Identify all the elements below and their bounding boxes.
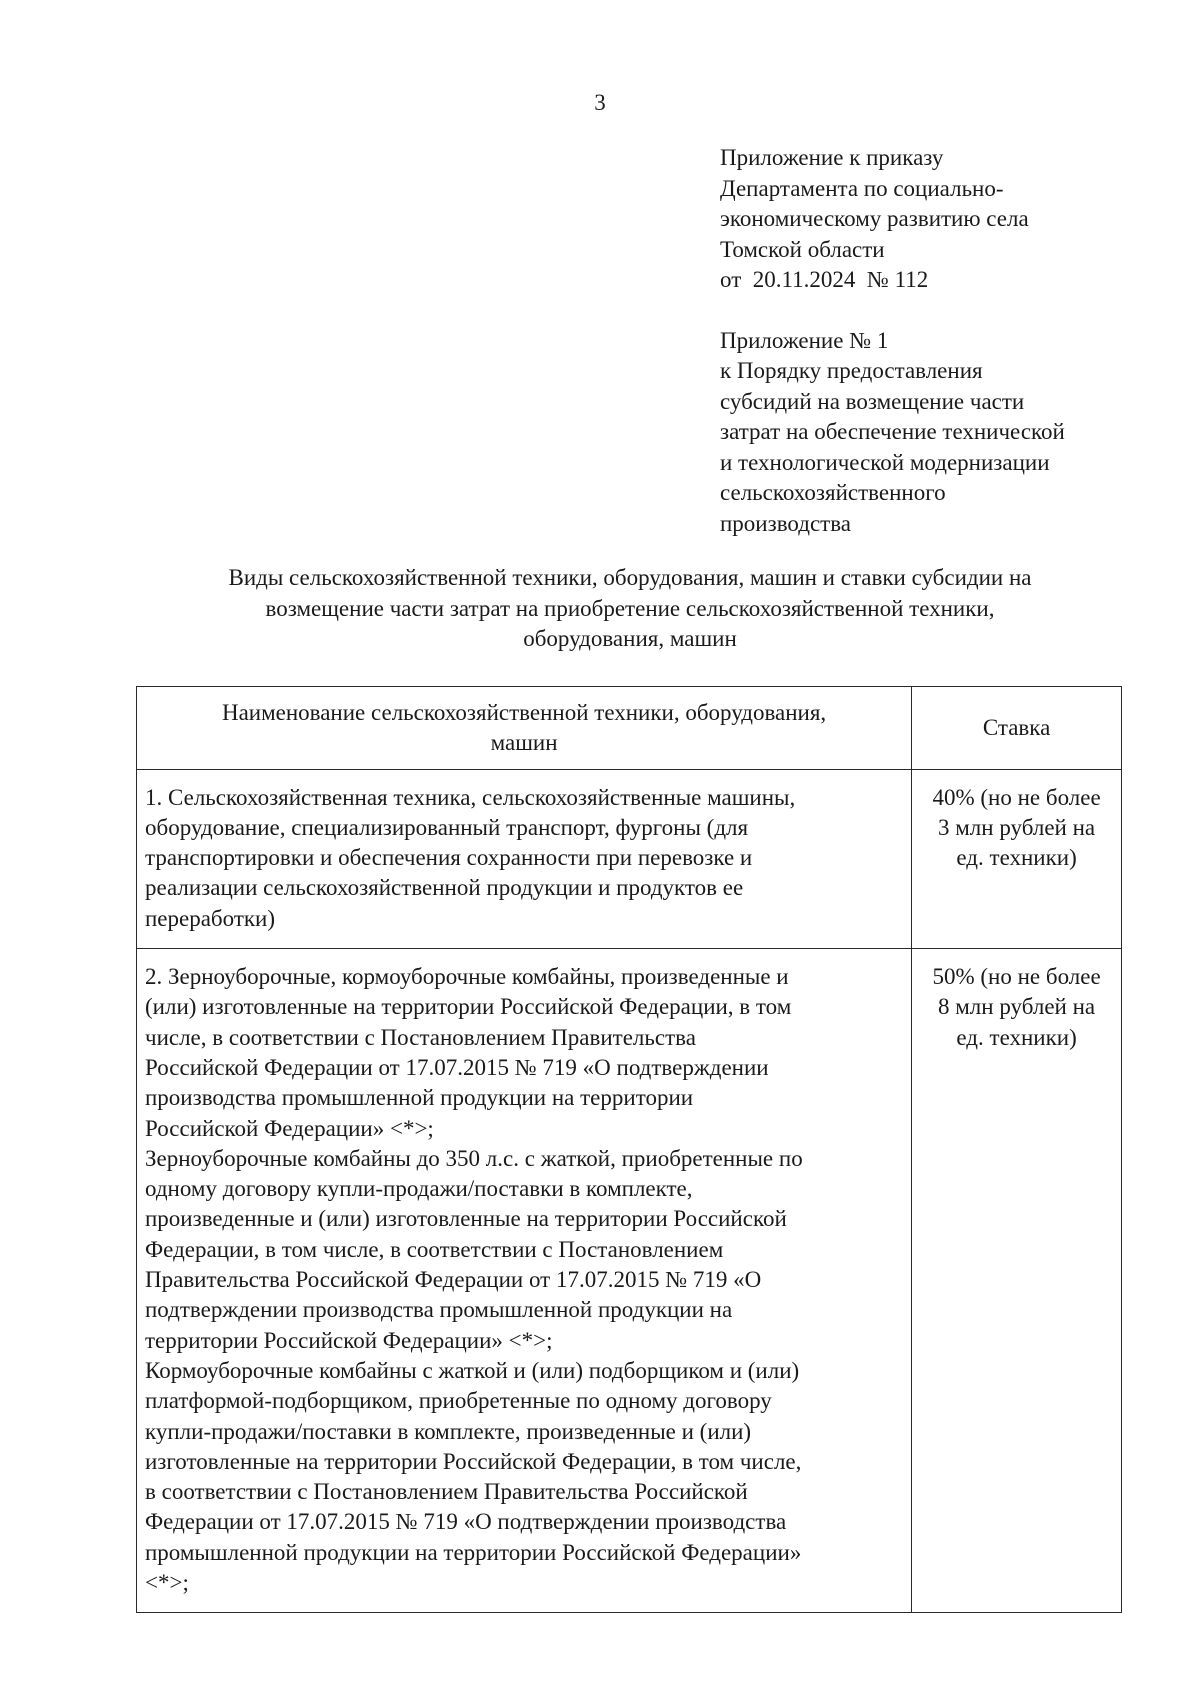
rate-line: 3 млн рублей на	[938, 814, 1096, 840]
appendix-line: субсидий на возмещение части	[720, 388, 1025, 414]
cell-line: Правительства Российской Федерации от 17.07.2015 № 719 «О	[145, 1267, 762, 1293]
rate-line: 40% (но не более	[932, 784, 1101, 810]
rate-line: 50% (но не более	[932, 964, 1101, 990]
approval-line: Приложение к приказу	[720, 145, 944, 170]
row-name-cell	[137, 949, 912, 1613]
title-line: оборудования, машин	[523, 626, 737, 651]
rate-line: ед. техники)	[956, 1024, 1077, 1050]
approval-line: Департамента по социально-	[720, 175, 1004, 201]
cell-line: промышленной продукции на территории Российской Федерации»	[145, 1539, 802, 1565]
header-name-line: Наименование сельскохозяйственной техники, оборудования,	[221, 700, 827, 725]
table-row	[137, 949, 1122, 1613]
cell-line: Зерноуборочные комбайны до 350 л.с. с жаткой, приобретенные по	[145, 1145, 803, 1171]
cell-line: купли-продажи/поставки в комплекте, произведенные и (или)	[145, 1418, 752, 1444]
cell-line: числе, в соответствии с Постановлением Правительства	[145, 1024, 696, 1050]
appendix-line: и технологической модернизации	[720, 449, 1050, 475]
approval-line: Томской области	[720, 236, 885, 262]
title-line: Виды сельскохозяйственной техники, оборудования, машин и ставки субсидии на	[228, 565, 1032, 590]
cell-line: изготовленные на территории Российской Федерации, в том числе,	[145, 1448, 802, 1474]
appendix-line: затрат на обеспечение технической	[720, 419, 1065, 444]
cell-line: Российской Федерации» <*>;	[145, 1115, 434, 1141]
cell-line: 1. Сельскохозяйственная техника, сельскохозяйственные машины,	[145, 784, 796, 810]
cell-line: транспортировки и обеспечения сохранности при перевозке и	[145, 845, 753, 871]
cell-line: Российской Федерации от 17.07.2015 № 719 «О подтверждении	[145, 1054, 769, 1080]
table-row	[137, 769, 1122, 948]
cell-line: одному договору купли-продажи/поставки в комплекте,	[145, 1176, 693, 1202]
header-name-line: машин	[490, 730, 558, 756]
appendix-line: сельскохозяйственного	[720, 480, 946, 505]
cell-line: в соответствии с Постановлением Правительства Российской	[145, 1479, 748, 1505]
cell-line: Федерации от 17.07.2015 № 719 «О подтверждении производства	[145, 1509, 787, 1535]
page-number: 3	[594, 90, 606, 115]
row-rate-cell	[912, 769, 1122, 948]
appendix-line: к Порядку предоставления	[720, 358, 983, 383]
cell-line: производства промышленной продукции на территории	[145, 1085, 694, 1111]
cell-line: реализации сельскохозяйственной продукции и продуктов ее	[145, 875, 744, 901]
cell-line: платформой-подборщиком, приобретенные по одному договору	[145, 1388, 772, 1414]
cell-line: произведенные и (или) изготовленные на территории Российской	[145, 1206, 787, 1232]
cell-line: Кормоуборочные комбайны с жаткой и (или) подборщиком и (или)	[145, 1357, 800, 1383]
document-title	[110, 563, 1150, 655]
cell-line: подтверждении производства промышленной продукции на	[145, 1297, 733, 1323]
table-header-row	[137, 687, 1122, 770]
cell-line: территории Российской Федерации» <*>;	[145, 1327, 553, 1353]
cell-line: переработки)	[145, 905, 276, 931]
appendix-line: Приложение № 1	[720, 327, 889, 353]
title-line: возмещение части затрат на приобретение сельскохозяйственной техники,	[265, 595, 995, 621]
approval-line: экономическому развитию села	[720, 206, 1029, 231]
subsidy-rates-table	[136, 686, 1122, 1613]
cell-line: <*>;	[145, 1570, 189, 1596]
header-rate: Ставка	[912, 687, 1122, 770]
cell-line: оборудование, специализированный транспорт, фургоны (для	[145, 814, 749, 840]
rate-line: 8 млн рублей на	[938, 994, 1096, 1020]
rate-line: ед. техники)	[956, 845, 1077, 871]
cell-line: Федерации, в том числе, в соответствии с Постановлением	[145, 1236, 724, 1262]
cell-line: (или) изготовленные на территории Российской Федерации, в том	[145, 994, 792, 1020]
approval-order-number: от 20.11.2024 № 112	[720, 267, 929, 292]
approval-block	[720, 143, 1160, 539]
cell-line: 2. Зерноуборочные, кормоуборочные комбайны, произведенные и	[145, 964, 789, 990]
row-name-cell	[137, 769, 912, 948]
row-rate-cell	[912, 949, 1122, 1613]
header-name	[137, 687, 912, 770]
appendix-line: производства	[720, 510, 851, 536]
